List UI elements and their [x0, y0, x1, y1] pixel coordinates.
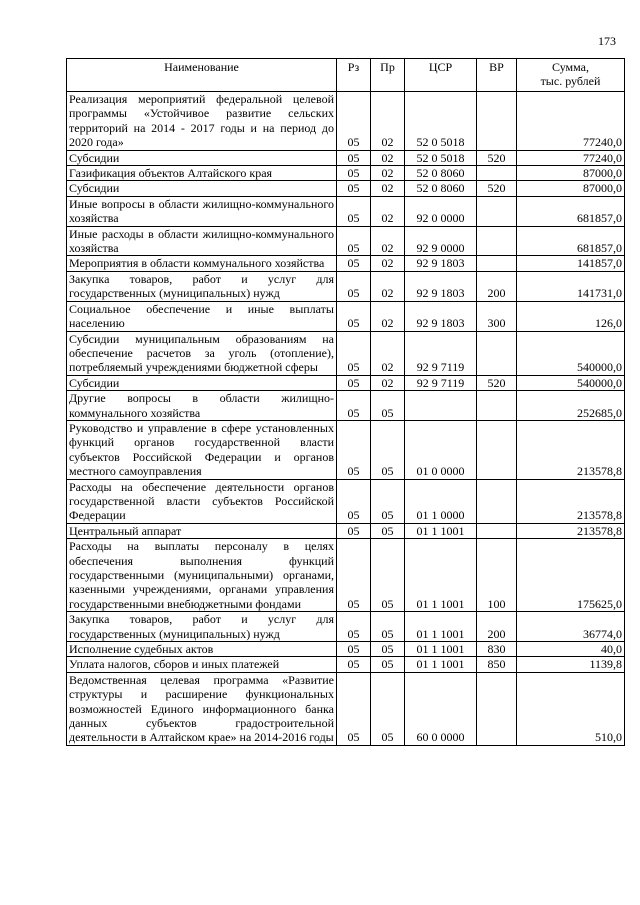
cell-pr: 05 — [371, 479, 405, 523]
cell-name: Расходы на выплаты персоналу в целях обеспечения выполнения функций государственными (муниципальными) органами, казенными учреждениями, органами управления государственными внебюджетными фондами — [67, 539, 337, 612]
cell-sum: 1139,8 — [517, 657, 625, 672]
cell-name: Расходы на обеспечение деятельности органов государственной власти субъектов Российской Федерации — [67, 479, 337, 523]
cell-csr: 01 1 1001 — [405, 539, 477, 612]
cell-sum: 540000,0 — [517, 375, 625, 390]
cell-sum: 36774,0 — [517, 612, 625, 642]
cell-rz: 05 — [337, 196, 371, 226]
cell-pr: 05 — [371, 612, 405, 642]
cell-rz: 05 — [337, 657, 371, 672]
cell-csr: 01 1 1001 — [405, 657, 477, 672]
cell-csr: 92 9 0000 — [405, 226, 477, 256]
cell-rz: 05 — [337, 391, 371, 421]
cell-name: Мероприятия в области коммунального хозяйства — [67, 256, 337, 271]
cell-name: Социальное обеспечение и иные выплаты населению — [67, 301, 337, 331]
cell-pr: 02 — [371, 226, 405, 256]
cell-rz: 05 — [337, 226, 371, 256]
cell-csr: 52 0 5018 — [405, 150, 477, 165]
cell-vr — [477, 256, 517, 271]
cell-vr: 520 — [477, 150, 517, 165]
table-row — [67, 479, 625, 523]
table-row — [67, 672, 625, 745]
cell-csr: 01 1 1001 — [405, 612, 477, 642]
table-body — [67, 92, 625, 746]
cell-sum: 213578,8 — [517, 420, 625, 479]
cell-sum: 681857,0 — [517, 226, 625, 256]
cell-csr: 92 9 7119 — [405, 375, 477, 390]
cell-vr — [477, 391, 517, 421]
cell-csr: 01 1 1001 — [405, 642, 477, 657]
table-row — [67, 256, 625, 271]
cell-name: Субсидии — [67, 150, 337, 165]
table-row — [67, 523, 625, 538]
cell-vr — [477, 672, 517, 745]
table-row — [67, 196, 625, 226]
table-row — [67, 642, 625, 657]
cell-name: Субсидии — [67, 181, 337, 196]
cell-name: Субсидии муниципальным образованиям на обеспечение расчетов за уголь (отопление), потребляемый учреждениями бюджетной сферы — [67, 331, 337, 375]
cell-vr: 830 — [477, 642, 517, 657]
cell-vr — [477, 523, 517, 538]
cell-sum: 126,0 — [517, 301, 625, 331]
cell-sum: 252685,0 — [517, 391, 625, 421]
cell-name: Другие вопросы в области жилищно-коммунального хозяйства — [67, 391, 337, 421]
cell-vr: 520 — [477, 375, 517, 390]
cell-csr: 52 0 5018 — [405, 92, 477, 151]
table-row — [67, 226, 625, 256]
cell-csr: 01 0 0000 — [405, 420, 477, 479]
cell-sum: 141731,0 — [517, 271, 625, 301]
cell-rz: 05 — [337, 479, 371, 523]
cell-pr: 02 — [371, 271, 405, 301]
cell-rz: 05 — [337, 642, 371, 657]
cell-rz: 05 — [337, 539, 371, 612]
cell-name: Иные вопросы в области жилищно-коммунального хозяйства — [67, 196, 337, 226]
cell-csr: 92 9 1803 — [405, 256, 477, 271]
table-row — [67, 539, 625, 612]
cell-sum: 141857,0 — [517, 256, 625, 271]
cell-vr: 520 — [477, 181, 517, 196]
cell-pr: 02 — [371, 196, 405, 226]
cell-pr: 02 — [371, 256, 405, 271]
cell-vr: 100 — [477, 539, 517, 612]
cell-rz: 05 — [337, 150, 371, 165]
cell-sum: 77240,0 — [517, 150, 625, 165]
cell-sum: 510,0 — [517, 672, 625, 745]
cell-csr: 01 1 1001 — [405, 523, 477, 538]
table-row — [67, 92, 625, 151]
cell-pr: 05 — [371, 391, 405, 421]
cell-rz: 05 — [337, 256, 371, 271]
cell-rz: 05 — [337, 181, 371, 196]
cell-sum: 540000,0 — [517, 331, 625, 375]
cell-csr: 52 0 8060 — [405, 166, 477, 181]
cell-sum: 87000,0 — [517, 181, 625, 196]
cell-pr: 05 — [371, 420, 405, 479]
cell-rz: 05 — [337, 331, 371, 375]
header-csr: ЦСР — [405, 59, 477, 92]
cell-csr — [405, 391, 477, 421]
cell-pr: 02 — [371, 166, 405, 181]
cell-vr: 850 — [477, 657, 517, 672]
cell-vr — [477, 92, 517, 151]
cell-vr: 300 — [477, 301, 517, 331]
table-row — [67, 420, 625, 479]
cell-pr: 02 — [371, 92, 405, 151]
table-row — [67, 301, 625, 331]
cell-vr — [477, 166, 517, 181]
cell-name: Руководство и управление в сфере установленных функций органов государственной власти субъектов Российской Федерации и органов местного самоуправления — [67, 420, 337, 479]
cell-name: Ведомственная целевая программа «Развитие структуры и расширение функциональных возможностей Единого информационного банка данных субъектов градостроительной деятельности в Алтайском крае» на 2014-2016 годы — [67, 672, 337, 745]
table-header-row — [67, 59, 625, 92]
budget-table — [66, 58, 625, 746]
table-row — [67, 181, 625, 196]
cell-csr: 52 0 8060 — [405, 181, 477, 196]
cell-sum: 77240,0 — [517, 92, 625, 151]
cell-vr — [477, 196, 517, 226]
cell-pr: 05 — [371, 657, 405, 672]
cell-vr — [477, 420, 517, 479]
cell-name: Реализация мероприятий федеральной целевой программы «Устойчивое развитие сельских территорий на 2014 - 2017 годы и на период до 2020 года» — [67, 92, 337, 151]
cell-name: Субсидии — [67, 375, 337, 390]
cell-pr: 05 — [371, 642, 405, 657]
cell-csr: 92 9 1803 — [405, 301, 477, 331]
cell-vr: 200 — [477, 271, 517, 301]
cell-name: Центральный аппарат — [67, 523, 337, 538]
cell-rz: 05 — [337, 166, 371, 181]
cell-vr — [477, 331, 517, 375]
header-name: Наименование — [67, 59, 337, 92]
cell-sum: 40,0 — [517, 642, 625, 657]
table-row — [67, 166, 625, 181]
cell-csr: 92 0 0000 — [405, 196, 477, 226]
cell-name: Уплата налогов, сборов и иных платежей — [67, 657, 337, 672]
cell-vr — [477, 226, 517, 256]
cell-pr: 02 — [371, 375, 405, 390]
cell-pr: 02 — [371, 301, 405, 331]
table-row — [67, 331, 625, 375]
cell-pr: 02 — [371, 331, 405, 375]
header-pr: Пр — [371, 59, 405, 92]
cell-sum: 213578,8 — [517, 479, 625, 523]
cell-rz: 05 — [337, 612, 371, 642]
cell-csr: 92 9 7119 — [405, 331, 477, 375]
cell-name: Иные расходы в области жилищно-коммунального хозяйства — [67, 226, 337, 256]
cell-rz: 05 — [337, 420, 371, 479]
table-row — [67, 150, 625, 165]
cell-rz: 05 — [337, 92, 371, 151]
cell-rz: 05 — [337, 672, 371, 745]
cell-rz: 05 — [337, 375, 371, 390]
cell-vr: 200 — [477, 612, 517, 642]
cell-pr: 02 — [371, 181, 405, 196]
cell-rz: 05 — [337, 271, 371, 301]
cell-name: Газификация объектов Алтайского края — [67, 166, 337, 181]
cell-pr: 05 — [371, 672, 405, 745]
table-row — [67, 657, 625, 672]
cell-pr: 02 — [371, 150, 405, 165]
cell-pr: 05 — [371, 539, 405, 612]
cell-sum: 175625,0 — [517, 539, 625, 612]
cell-name: Исполнение судебных актов — [67, 642, 337, 657]
cell-name: Закупка товаров, работ и услуг для государственных (муниципальных) нужд — [67, 612, 337, 642]
cell-rz: 05 — [337, 301, 371, 331]
table-row — [67, 391, 625, 421]
cell-pr: 05 — [371, 523, 405, 538]
header-vr: ВР — [477, 59, 517, 92]
cell-rz: 05 — [337, 523, 371, 538]
table-row — [67, 375, 625, 390]
cell-sum: 681857,0 — [517, 196, 625, 226]
cell-csr: 01 1 0000 — [405, 479, 477, 523]
header-sum: Сумма, тыс. рублей — [517, 59, 625, 92]
cell-sum: 213578,8 — [517, 523, 625, 538]
header-rz: Рз — [337, 59, 371, 92]
page-number: 173 — [598, 34, 616, 48]
cell-name: Закупка товаров, работ и услуг для государственных (муниципальных) нужд — [67, 271, 337, 301]
cell-csr: 92 9 1803 — [405, 271, 477, 301]
cell-sum: 87000,0 — [517, 166, 625, 181]
cell-csr: 60 0 0000 — [405, 672, 477, 745]
cell-vr — [477, 479, 517, 523]
table-row — [67, 612, 625, 642]
table-row — [67, 271, 625, 301]
